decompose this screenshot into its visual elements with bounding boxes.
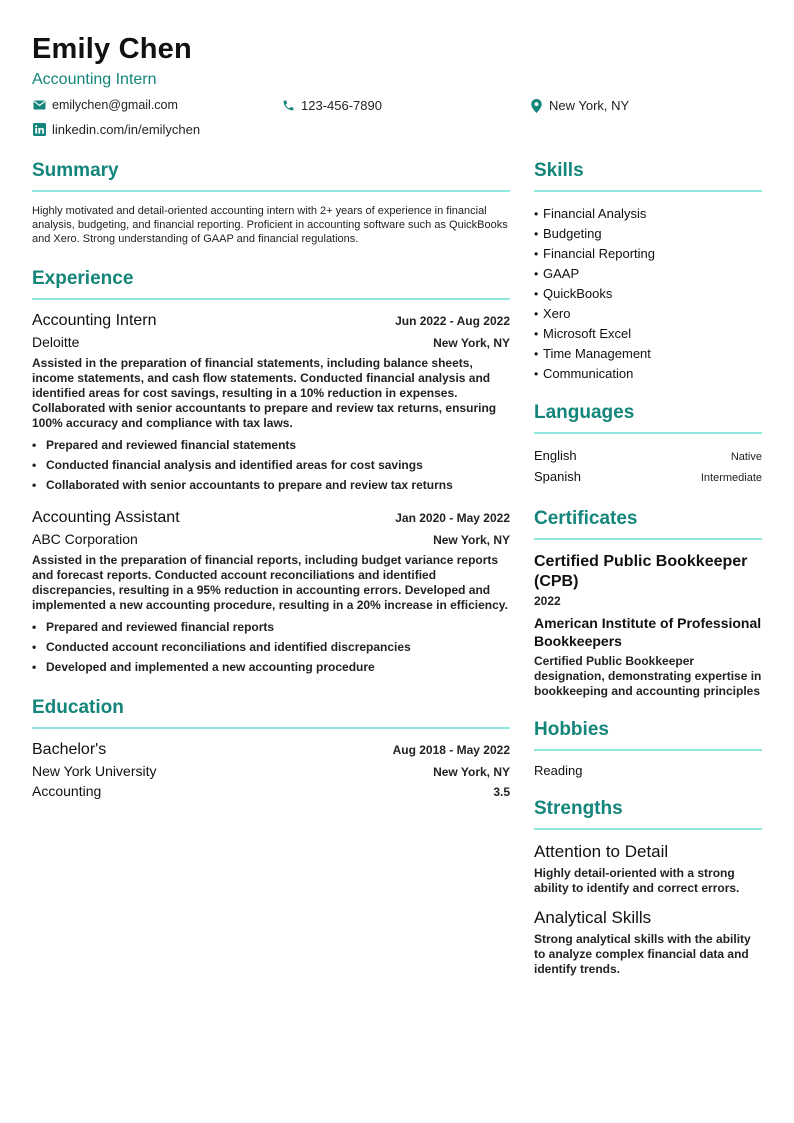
skill-item: • Time Management — [534, 344, 762, 364]
job-bullet: • Prepared and reviewed financial reports — [32, 617, 510, 637]
skills-heading: Skills — [534, 160, 762, 192]
education-dates: Aug 2018 - May 2022 — [392, 743, 510, 757]
map-pin-icon — [529, 99, 543, 113]
certificate-name: Certified Public Bookkeeper (CPB) — [534, 553, 748, 590]
job-bullets — [32, 617, 510, 677]
strengths-heading: Strengths — [534, 798, 762, 830]
strength-description: Highly detail-oriented with a strong ability to identify and correct errors. — [534, 866, 740, 895]
skill-item: • Budgeting — [534, 224, 762, 244]
hobby-item: Reading — [534, 763, 583, 778]
job-bullet: • Developed and implemented a new accounting procedure — [32, 657, 510, 677]
right-column — [534, 160, 762, 989]
job-description: Assisted in the preparation of financial reports, including budget variance reports and forecast reports. Conducted account reconciliations and identified discrepancies, resulting in a 95% reduction in accounting errors. Developed and implemented a new accounting procedure, resulting in a 20% increase in efficiency. — [32, 553, 508, 612]
language-name: Spanish — [534, 469, 581, 484]
certificate-year: 2022 — [534, 594, 561, 608]
job-company: Deloitte — [32, 334, 80, 350]
job-bullet: • Prepared and reviewed financial statements — [32, 435, 510, 455]
location-text: New York, NY — [549, 98, 630, 113]
phone-icon — [281, 99, 295, 113]
job-title: Accounting Assistant — [32, 509, 180, 526]
job-company: ABC Corporation — [32, 531, 138, 547]
summary-text: Highly motivated and detail-oriented accounting intern with 2+ years of experience in financial analysis, budgeting, and financial reporting. Proficient in accounting software such as QuickBooks and Xero. Strong understanding of GAAP and financial regulations. — [32, 205, 508, 245]
education-field: Accounting — [32, 783, 102, 799]
certificates-heading: Certificates — [534, 508, 762, 540]
skills-list — [534, 204, 762, 384]
education-degree: Bachelor's — [32, 741, 107, 758]
strength-title: Attention to Detail — [534, 842, 669, 861]
hobbies-heading: Hobbies — [534, 719, 762, 751]
job-description: Assisted in the preparation of financial statements, including balance sheets, income statements, and cash flow statements. Conducted financial analysis and identified areas for cost savings, resulting in a 10% reduction in expenses. Collaborated with senior accountants to prepare and review tax returns, ensuring 100% accuracy and compliance with tax laws. — [32, 356, 497, 430]
skill-item: • Microsoft Excel — [534, 324, 762, 344]
job-bullet: • Collaborated with senior accountants to prepare and review tax returns — [32, 475, 510, 495]
language-name: English — [534, 448, 577, 463]
education-gpa: 3.5 — [493, 785, 510, 799]
job-bullet: • Conducted account reconciliations and identified discrepancies — [32, 637, 510, 657]
linkedin-text: linkedin.com/in/emilychen — [52, 122, 201, 137]
education-heading: Education — [32, 697, 510, 729]
job-location: New York, NY — [433, 336, 510, 350]
summary-heading: Summary — [32, 160, 510, 192]
candidate-name: Emily Chen — [32, 33, 192, 65]
contact-linkedin[interactable] — [32, 122, 200, 137]
skill-item: • Communication — [534, 364, 762, 384]
candidate-role: Accounting Intern — [32, 71, 157, 88]
job-title: Accounting Intern — [32, 312, 157, 329]
skill-item: • Financial Analysis — [534, 204, 762, 224]
language-level: Native — [730, 451, 762, 463]
language-row — [534, 446, 762, 467]
contact-location — [529, 98, 629, 113]
education-location: New York, NY — [433, 765, 510, 779]
certificate-description: Certified Public Bookkeeper designation, demonstrating expertise in bookkeeping and accounting principles — [534, 654, 762, 698]
education-school: New York University — [32, 763, 157, 779]
job-bullet: • Conducted financial analysis and identified areas for cost savings — [32, 455, 510, 475]
contact-email[interactable] — [32, 98, 178, 112]
strength-description: Strong analytical skills with the ability to analyze complex financial data and identify trends. — [534, 932, 751, 976]
skill-item: • QuickBooks — [534, 284, 762, 304]
skill-item: • Xero — [534, 304, 762, 324]
languages-list — [534, 446, 762, 488]
strength-title: Analytical Skills — [534, 908, 652, 927]
linkedin-icon — [32, 123, 46, 137]
job-bullets — [32, 435, 510, 495]
skill-item: • Financial Reporting — [534, 244, 762, 264]
language-level: Intermediate — [700, 472, 762, 484]
language-row — [534, 467, 762, 488]
phone-text: 123-456-7890 — [301, 98, 382, 113]
envelope-icon — [32, 98, 46, 112]
email-text: emilychen@gmail.com — [52, 98, 178, 112]
experience-heading: Experience — [32, 268, 510, 300]
languages-heading: Languages — [534, 402, 762, 434]
contact-phone[interactable] — [281, 98, 382, 113]
job-dates: Jan 2020 - May 2022 — [395, 511, 510, 525]
certificate-issuer: American Institute of Professional Bookkeepers — [534, 615, 762, 649]
skill-item: • GAAP — [534, 264, 762, 284]
job-entry — [32, 509, 510, 677]
job-entry — [32, 312, 510, 495]
left-column — [32, 160, 510, 799]
job-location: New York, NY — [433, 533, 510, 547]
job-dates: Jun 2022 - Aug 2022 — [395, 314, 510, 328]
